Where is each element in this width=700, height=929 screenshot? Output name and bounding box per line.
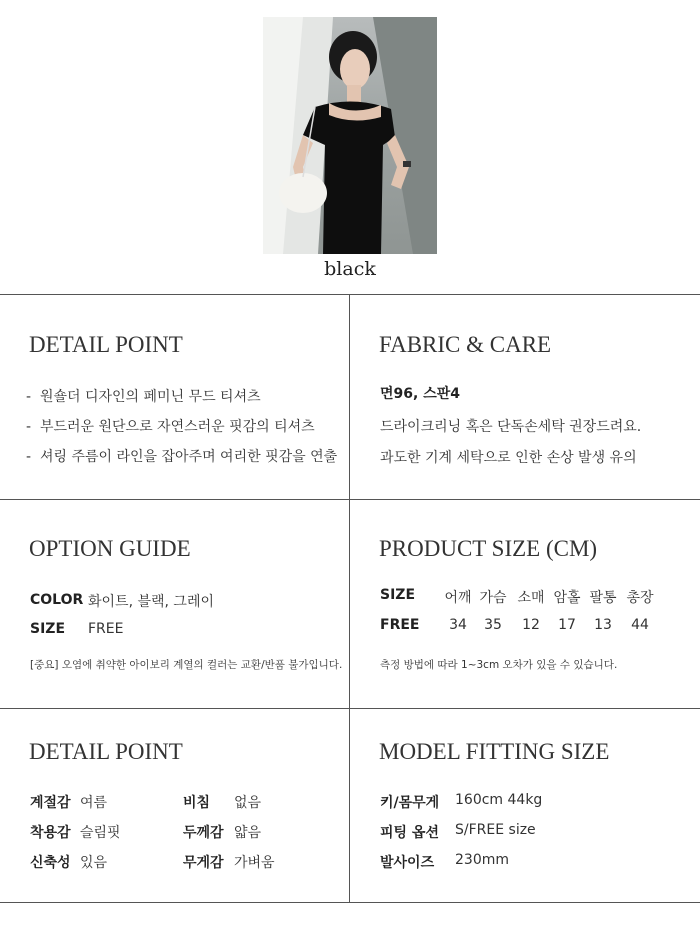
detail-point-item: - 부드러운 원단으로 자연스러운 핏감의 티셔츠: [26, 419, 315, 435]
option-note: [중요] 오염에 취약한 아이보리 계열의 컬러는 교환/반품 불가입니다.: [30, 659, 343, 671]
size-value-cell: 34: [449, 617, 467, 633]
fitting-value: 230mm: [455, 852, 509, 868]
product-size-title: PRODUCT SIZE (CM): [379, 536, 598, 561]
fitting-value: 160cm 44kg: [455, 792, 543, 808]
size-value-cell: 44: [631, 617, 649, 633]
size-column-header: 암홀: [553, 590, 581, 606]
attribute-label: 계절감: [30, 795, 71, 811]
detail-point-item: - 원숄더 디자인의 페미닌 무드 티셔츠: [26, 389, 261, 405]
size-value-cell: 17: [558, 617, 576, 633]
size-column-header: 팔통: [589, 590, 617, 606]
attribute-label: 두께감: [183, 825, 224, 841]
option-guide-title: OPTION GUIDE: [29, 536, 191, 561]
color-label: COLOR: [30, 592, 84, 608]
size-header-label: SIZE: [380, 587, 416, 603]
attribute-label: 착용감: [30, 825, 71, 841]
divider-top: [0, 294, 700, 295]
divider-1: [0, 499, 700, 500]
size-value-cell: 35: [484, 617, 502, 633]
detail-point-item: - 셔링 주름이 라인을 잡아주며 여리한 핏감을 연출: [26, 449, 338, 465]
size-value-cell: 12: [522, 617, 540, 633]
fitting-label: 피팅 옵션: [380, 825, 439, 841]
size-value: FREE: [88, 621, 124, 637]
size-note: 측정 방법에 따라 1~3cm 오차가 있을 수 있습니다.: [380, 659, 618, 671]
fitting-value: S/FREE size: [455, 822, 536, 838]
photo-caption: black: [324, 258, 376, 280]
divider-vertical: [349, 294, 350, 902]
fabric-composition: 면96, 스판4: [380, 386, 460, 402]
attribute-value: 없음: [234, 795, 262, 811]
size-label: SIZE: [30, 621, 66, 637]
color-value: 화이트, 블랙, 그레이: [88, 594, 214, 610]
attribute-value: 여름: [80, 795, 108, 811]
size-column-header: 소매: [517, 590, 545, 606]
attribute-label: 신축성: [30, 855, 71, 871]
care-line: 드라이크리닝 혹은 단독손세탁 권장드려요.: [380, 419, 642, 435]
size-value-cell: 13: [594, 617, 612, 633]
divider-bottom: [0, 902, 700, 903]
attribute-value: 슬림핏: [80, 825, 121, 841]
fitting-label: 키/몸무게: [380, 795, 440, 811]
fabric-care-title: FABRIC & CARE: [379, 332, 552, 357]
care-line: 과도한 기계 세탁으로 인한 손상 발생 유의: [380, 450, 637, 466]
model-fitting-title: MODEL FITTING SIZE: [379, 739, 610, 764]
size-row-label: FREE: [380, 617, 420, 633]
divider-2: [0, 708, 700, 709]
size-column-header: 총장: [626, 590, 654, 606]
model-photo-illustration: [263, 17, 437, 254]
size-column-header: 어깨: [444, 590, 472, 606]
size-column-header: 가슴: [479, 590, 507, 606]
attribute-value: 있음: [80, 855, 108, 871]
detail-point-title: DETAIL POINT: [29, 332, 183, 357]
attribute-value: 가벼움: [234, 855, 275, 871]
fitting-label: 발사이즈: [380, 855, 435, 871]
attribute-label: 무게감: [183, 855, 224, 871]
product-photo: [263, 17, 437, 254]
detail-attributes-title: DETAIL POINT: [29, 739, 183, 764]
attribute-label: 비침: [183, 795, 211, 811]
attribute-value: 얇음: [234, 825, 262, 841]
